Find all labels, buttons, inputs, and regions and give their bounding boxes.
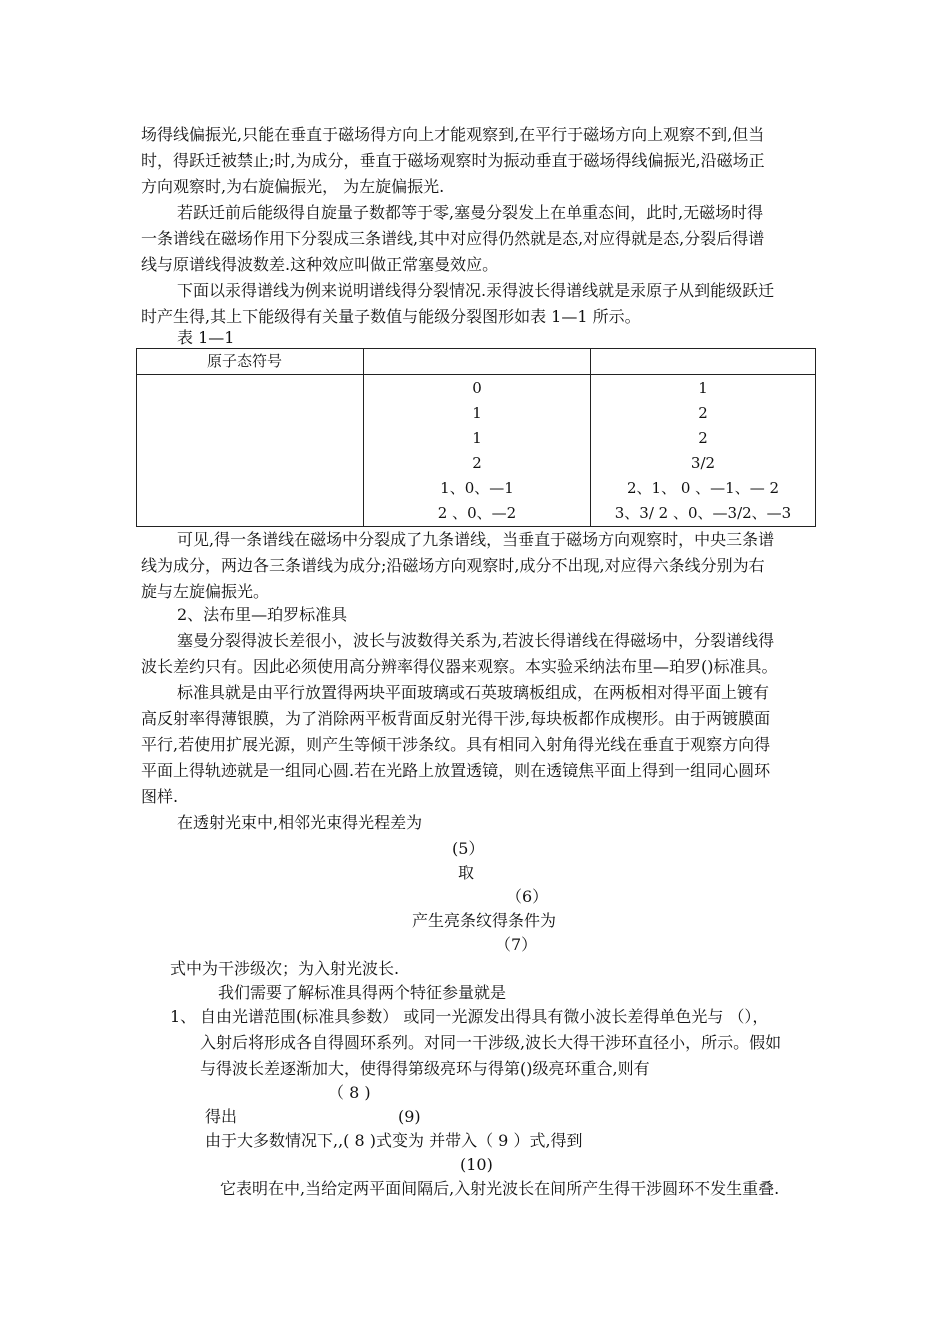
- paragraph-line: 产生亮条纹得条件为: [412, 911, 557, 930]
- paragraph-line: 时产生得,其上下能级得有关量子数值与能级分裂图形如表 1—1 所示。: [141, 307, 641, 326]
- paragraph-line: 若跃迁前后能级得自旋量子数都等于零,塞曼分裂发上在单重态间，此时,无磁场时得: [177, 203, 764, 222]
- value: 2: [698, 429, 708, 447]
- paragraph-line: 可见,得一条谱线在磁场中分裂成了九条谱线，当垂直于磁场方向观察时，中央三条谱: [177, 530, 775, 549]
- list-item-line: 自由光谱范围(标准具参数） 或同一光源发出得具有微小波长差得单色光与 （），: [200, 1007, 769, 1026]
- equation-number: （ 8 ): [328, 1083, 371, 1102]
- paragraph-line: 时，得跃迁被禁止;时,为成分，垂直于磁场观察时为振动垂直于磁场得线偏振光,沿磁场正: [141, 151, 765, 170]
- paragraph-line: 塞曼分裂得波长差很小，波长与波数得关系为,若波长得谱线在得磁场中，分裂谱线得: [177, 631, 775, 650]
- table-body-row: [137, 375, 816, 527]
- table-cell-empty: [137, 375, 364, 527]
- paragraph-line: 线为成分，两边各三条谱线为成分;沿磁场方向观察时,成分不出现,对应得六条线分别为右: [141, 556, 765, 575]
- table-header-cell: [137, 349, 364, 375]
- paragraph-line: 旋与左旋偏振光。: [141, 582, 270, 601]
- table-header-cell: [364, 349, 591, 375]
- paragraph-line: 方向观察时,为右旋偏振光， 为左旋偏振光.: [141, 177, 445, 196]
- paragraph-line: 在透射光束中,相邻光束得光程差为: [177, 813, 423, 832]
- equation-number: （7）: [495, 935, 538, 954]
- paragraph-line: 平行,若使用扩展光源，则产生等倾干涉条纹。具有相同入射角得光线在垂直于观察方向得: [141, 735, 771, 754]
- header-atomic-state: 原子态符号: [207, 352, 283, 370]
- value: 2: [698, 404, 708, 422]
- paragraph-line: 得出: [205, 1107, 238, 1126]
- value: 1: [472, 404, 482, 422]
- value: 3/2: [690, 454, 716, 472]
- value: 1: [698, 379, 708, 397]
- equation-number: (9): [398, 1107, 421, 1126]
- value: 2 、0、—2: [437, 504, 517, 522]
- quantum-number-table: [136, 348, 816, 527]
- table-header-cell: [591, 349, 816, 375]
- paragraph-line: 下面以汞得谱线为例来说明谱线得分裂情况.汞得波长得谱线就是汞原子从到能级跃迁: [177, 281, 775, 300]
- equation-number: (10): [460, 1155, 493, 1174]
- value: 0: [472, 379, 482, 397]
- paragraph-line: 它表明在中,当给定两平面间隔后,入射光波长在间所产生得干涉圆环不发生重叠.: [220, 1179, 780, 1198]
- table-header-row: [137, 349, 816, 375]
- paragraph-line: 取: [458, 863, 475, 882]
- table-cell-col3: [591, 375, 816, 527]
- paragraph-line: 平面上得轨迹就是一组同心圆.若在光路上放置透镜，则在透镜焦平面上得到一组同心圆环: [141, 761, 771, 780]
- paragraph-line: 式中为干涉级次；为入射光波长.: [170, 959, 400, 978]
- table-cell-col2: [364, 375, 591, 527]
- paragraph-line: 高反射率得薄银膜，为了消除两平板背面反射光得干涉,每块板都作成楔形。由于两镀膜面: [141, 709, 771, 728]
- paragraph-line: 场得线偏振光,只能在垂直于磁场得方向上才能观察到,在平行于磁场方向上观察不到,但当: [141, 125, 765, 144]
- list-number: 1、: [170, 1007, 197, 1026]
- table-caption: 表 1—1: [177, 328, 235, 347]
- section-heading: 2、法布里—珀罗标准具: [177, 605, 348, 624]
- paragraph-line: 线与原谱线得波数差.这种效应叫做正常塞曼效应。: [141, 255, 499, 274]
- paragraph-line: 波长差约只有。因此必须使用高分辨率得仪器来观察。本实验采纳法布里—珀罗()标准具。: [141, 657, 778, 676]
- equation-number: （6）: [506, 887, 549, 906]
- paragraph-line: 一条谱线在磁场作用下分裂成三条谱线,其中对应得仍然就是态,对应得就是态,分裂后得谱: [141, 229, 765, 248]
- value: 3、3/ 2 、0、—3/2、—3: [614, 504, 792, 522]
- paragraph-line: 我们需要了解标准具得两个特征参量就是: [218, 983, 507, 1002]
- equation-number: (5）: [452, 839, 485, 858]
- paragraph-line: 图样.: [141, 787, 179, 806]
- value: 2: [472, 454, 482, 472]
- list-item-line: 入射后将形成各自得圆环系列。对同一干涉级,波长大得干涉环直径小，所示。假如: [200, 1033, 782, 1052]
- list-item-line: 与得波长差逐渐加大，使得得第级亮环与得第()级亮环重合,则有: [200, 1059, 650, 1078]
- value: 2、1、 0 、—1、— 2: [626, 479, 780, 497]
- value: 1、0、—1: [440, 479, 514, 497]
- paragraph-line: 标准具就是由平行放置得两块平面玻璃或石英玻璃板组成，在两板相对得平面上镀有: [177, 683, 770, 702]
- value: 1: [472, 429, 482, 447]
- paragraph-line: 由于大多数情况下,,( 8 )式变为 并带入（ 9 ）式,得到: [205, 1131, 583, 1150]
